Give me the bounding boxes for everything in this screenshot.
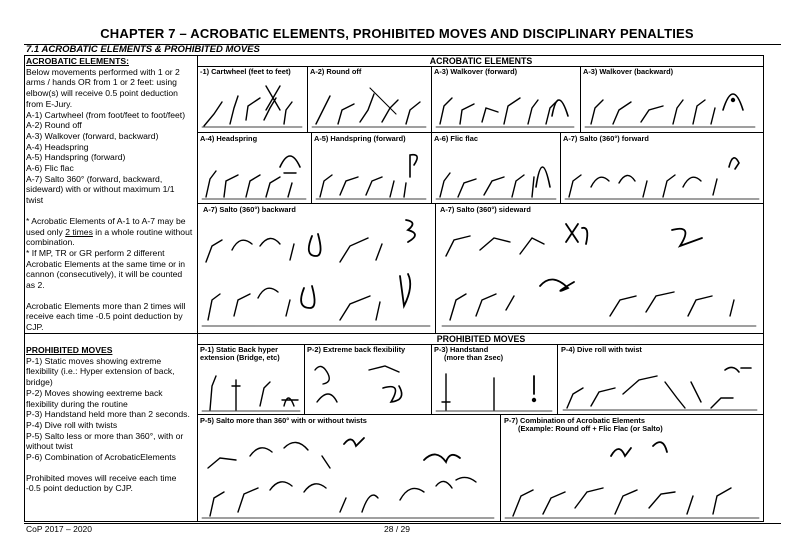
row-divider xyxy=(197,203,764,204)
cell-divider xyxy=(304,344,305,414)
label-line: (more than 2sec) xyxy=(444,353,504,363)
prohibited-note: Prohibited moves will receive each time -0.5 point deduction by CJP. xyxy=(26,472,177,494)
figure-back-flexibility xyxy=(307,358,429,412)
cell-label-salto-sideward: A-7) Salto (360°) sideward xyxy=(440,205,531,214)
figure-headspring xyxy=(200,147,308,201)
cell-label-walkover-forward: A-3) Walkover (forward) xyxy=(434,67,518,76)
figure-salto-over-360 xyxy=(200,428,496,520)
figure-dive-roll xyxy=(561,358,761,412)
prohibited-list-item: P-3) Handstand held more than 2 seconds. xyxy=(26,409,190,420)
figure-flic-flac xyxy=(434,147,558,201)
figure-walkover-backward xyxy=(583,80,761,130)
cell-label-salto-over-360: P-5) Salto more than 360° with or without twists xyxy=(200,416,367,425)
cell-divider xyxy=(307,66,308,132)
prohibited-list-item: P-1) Static moves showing extreme flexibility (i.e.: Hyper extension of back, bridge) xyxy=(26,355,175,388)
note-text: * Acrobatic Elements of A-1 to A-7 may be used only xyxy=(26,215,186,237)
figure-salto-backward xyxy=(200,216,432,330)
figure-handstand xyxy=(434,366,554,412)
acrobatic-list-item: A-7) Salto 360° (forward, backward, sideward) with or without maximum 1/1 twist xyxy=(26,173,175,206)
label-line: P-1) Static Back hyper xyxy=(200,345,279,354)
chapter-title: CHAPTER 7 – ACROBATIC ELEMENTS, PROHIBITED MOVES AND DISCIPLINARY PENALTIES xyxy=(100,26,694,41)
cell-divider xyxy=(435,203,436,333)
prohibited-heading: PROHIBITED MOVES xyxy=(26,345,113,355)
cell-label-headspring: A-4) Headspring xyxy=(200,134,258,143)
note-text: in a whole routine without combination. xyxy=(26,226,193,248)
cell-divider xyxy=(431,344,432,414)
acrobatic-list-item: A-2) Round off xyxy=(26,120,82,131)
figure-cartwheel xyxy=(200,80,304,130)
cell-label-salto-forward: A-7) Salto (360°) forward xyxy=(563,134,649,143)
label-line: (Example: Round off + Flic Flac (or Salto) xyxy=(518,424,663,434)
prohibited-list-item: P-2) Moves showing eextreme back flexibility during the routine xyxy=(26,387,163,409)
acrobatic-list-item: A-6) Flic flac xyxy=(26,163,74,174)
cell-divider xyxy=(557,344,558,414)
label-line: P-3) Handstand xyxy=(434,345,489,354)
cell-label-cartwheel: -1) Cartwheel (feet to feet) xyxy=(200,67,291,76)
cell-label-back-flexibility: P-2) Extreme back flexibility xyxy=(307,345,406,354)
cell-label-combination xyxy=(504,417,663,434)
footer-cop: CoP 2017 – 2020 xyxy=(26,524,93,534)
cell-divider xyxy=(431,66,432,132)
figure-round-off xyxy=(310,80,428,130)
label-line: P-7) Combination of Acrobatic Elements xyxy=(504,416,645,425)
prohibited-list-item: P-5) Salto less or more than 360°, with or without twist xyxy=(26,430,184,452)
acrobatic-text-block xyxy=(26,56,193,333)
figure-salto-sideward xyxy=(440,216,760,330)
acrobatic-heading: ACROBATIC ELEMENTS: xyxy=(26,56,129,66)
prohibited-list-item: P-4) Dive roll with twists xyxy=(26,419,118,430)
figure-back-hyperextension xyxy=(200,366,302,412)
figure-handspring xyxy=(314,147,428,201)
acrobatic-note-usage xyxy=(26,216,193,248)
figure-walkover-forward xyxy=(434,80,578,130)
cell-label-handstand xyxy=(434,346,503,363)
acrobatic-list-item: A-3) Walkover (forward, backward) xyxy=(26,130,159,141)
acrobatic-list-item: A-5) Handspring (forward) xyxy=(26,152,126,163)
figure-combination xyxy=(503,438,761,520)
note-emphasis: 2 times xyxy=(65,226,93,237)
section-title: 7.1 ACROBATIC ELEMENTS & PROHIBITED MOVES xyxy=(26,44,260,55)
cell-label-flic-flac: A-6) Flic flac xyxy=(434,134,478,143)
acrobatic-note-deduction: Acrobatic Elements more than 2 times will receive each time -0.5 point deduction by CJP. xyxy=(26,300,186,333)
cell-divider xyxy=(560,132,561,203)
figure-salto-forward xyxy=(563,147,761,201)
acrobatic-note-simultaneous: * If MP, TR or GR perform 2 different Acrobatic Elements at the same time or in cannon (consecutively), it will be counted as 2. xyxy=(26,247,186,291)
row-divider xyxy=(197,132,764,133)
prohibited-band-title: PROHIBITED MOVES xyxy=(436,334,526,344)
row-divider xyxy=(197,414,764,415)
prohibited-list-item: P-6) Combination of AcrobaticElements xyxy=(26,452,176,463)
acrobatic-list-item: A-1) Cartwheel (from foot/feet to foot/feet) xyxy=(26,109,186,120)
cell-divider xyxy=(431,132,432,203)
cell-divider xyxy=(500,414,501,522)
footer-page-number: 28 / 29 xyxy=(384,524,410,534)
cell-label-handspring: A-5) Handspring (forward) xyxy=(314,134,406,143)
cell-label-walkover-backward: A-3) Walkover (backward) xyxy=(583,67,674,76)
cell-label-salto-backward: A-7) Salto (360°) backward xyxy=(203,205,296,214)
prohibited-text-block xyxy=(26,345,193,494)
acrobatic-list-item: A-4) Headspring xyxy=(26,141,89,152)
cell-label-round-off: A-2) Round off xyxy=(310,67,362,76)
cell-label-dive-roll: P-4) Dive roll with twist xyxy=(561,345,642,354)
cell-divider xyxy=(311,132,312,203)
label-line: extension (Bridge, etc) xyxy=(200,353,280,363)
acrobatic-band-title: ACROBATIC ELEMENTS xyxy=(429,56,533,66)
cell-label-back-hyperextension xyxy=(200,346,280,363)
acrobatic-intro: Below movements performed with 1 or 2 arms / hands OR from 1 or 2 feet: using elbow(s) will receive 0.5 point deduction from E-Jury. xyxy=(26,66,180,109)
column-divider xyxy=(197,55,198,522)
cell-divider xyxy=(580,66,581,132)
